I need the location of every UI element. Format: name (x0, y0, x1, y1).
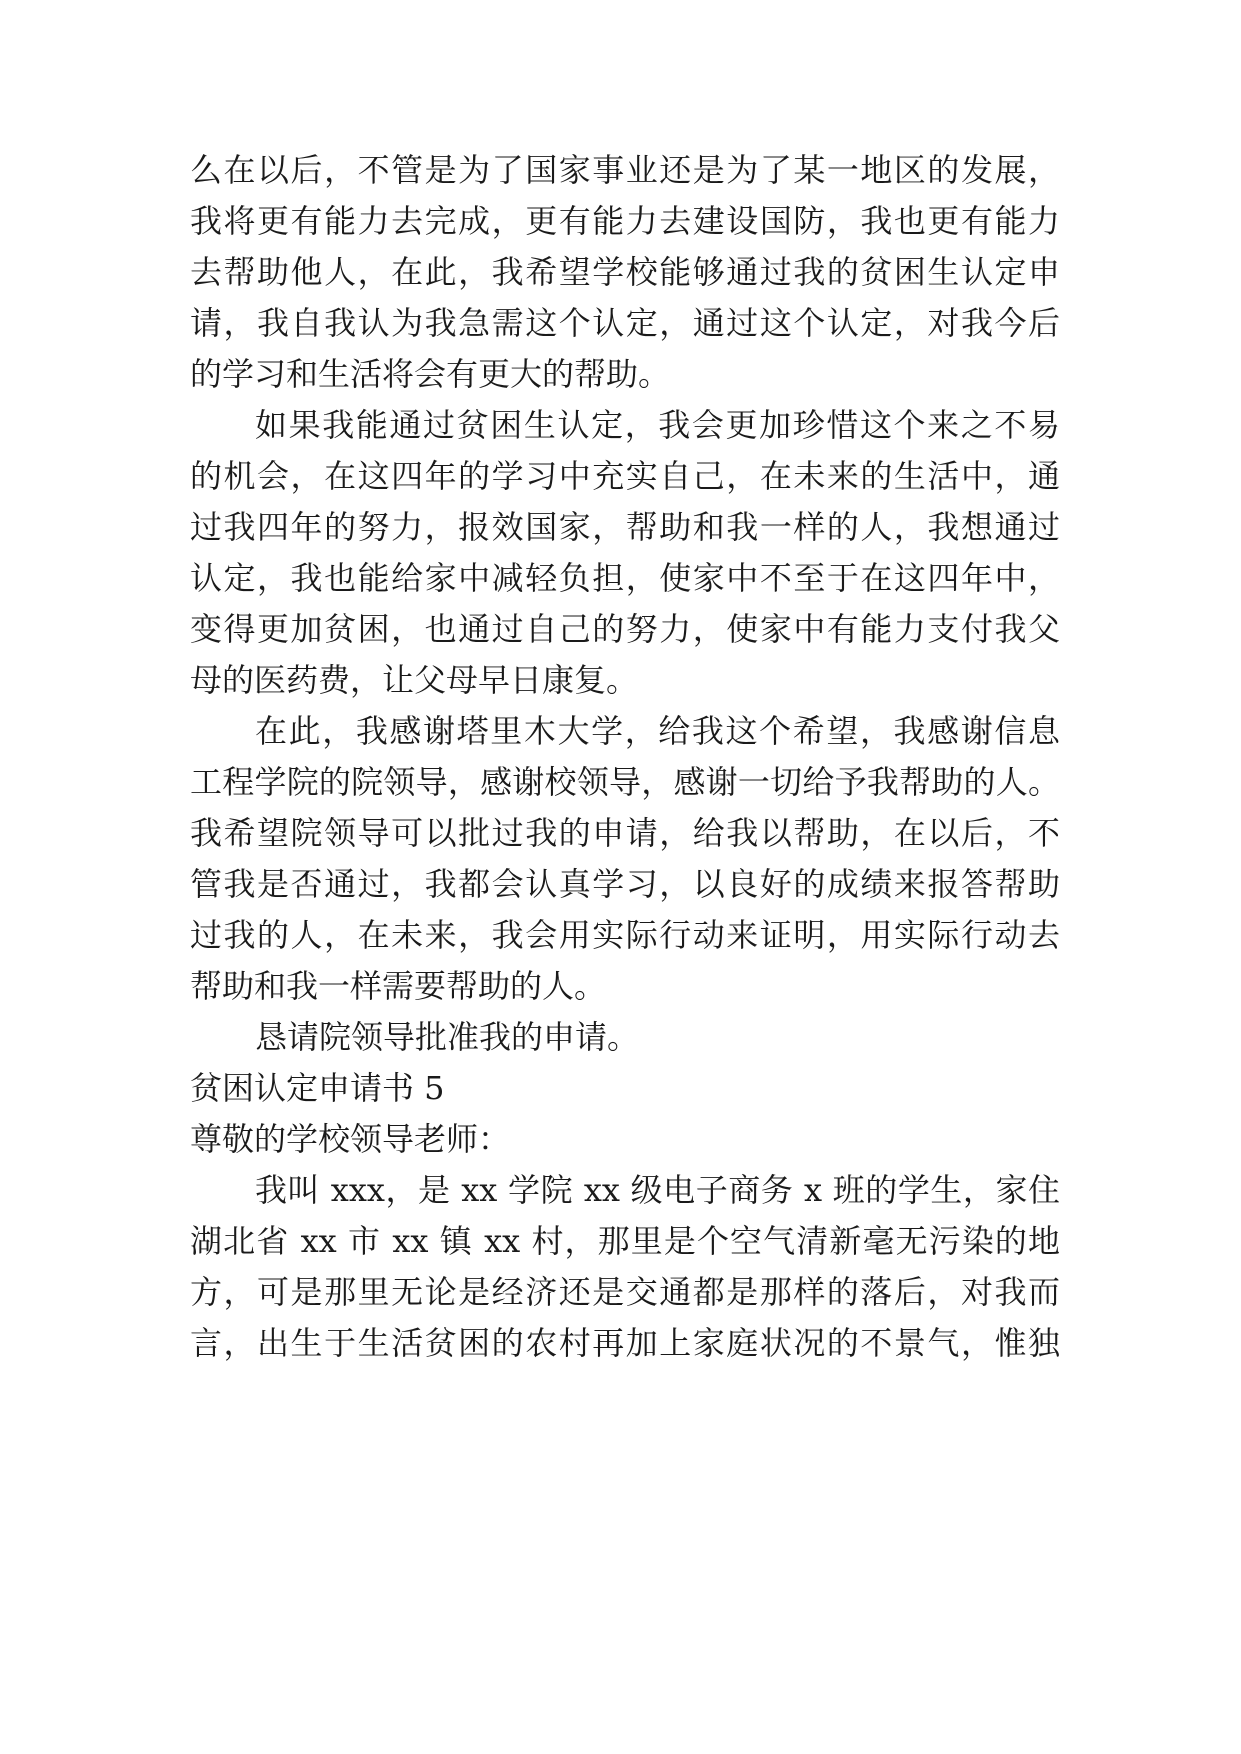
text-line: 的学习和生活将会有更大的帮助。 (190, 355, 671, 393)
paragraph-start-line: 我叫 xxx，是 xx 学院 xx 级电子商务 x 班的学生，家住 (255, 1171, 1060, 1209)
text-line: 么在以后，不管是为了国家事业还是为了某一地区的发展， (190, 151, 1060, 189)
text-line: 言，出生于生活贫困的农村再加上家庭状况的不景气，惟独 (190, 1324, 1060, 1362)
text-line: 认定，我也能给家中减轻负担，使家中不至于在这四年中， (190, 559, 1060, 597)
section-heading: 贫困认定申请书 5 (190, 1069, 445, 1107)
text-line: 请，我自我认为我急需这个认定，通过这个认定，对我今后 (190, 304, 1060, 342)
text-line: 湖北省 xx 市 xx 镇 xx 村，那里是个空气清新毫无污染的地 (190, 1222, 1060, 1260)
paragraph-start-line: 在此，我感谢塔里木大学，给我这个希望，我感谢信息 (255, 712, 1060, 750)
text-line: 工程学院的院领导，感谢校领导，感谢一切给予我帮助的人。 (190, 763, 1060, 801)
text-line: 我将更有能力去完成，更有能力去建设国防，我也更有能力 (190, 202, 1060, 240)
text-line: 过我的人，在未来，我会用实际行动来证明，用实际行动去 (190, 916, 1060, 954)
text-line: 的机会，在这四年的学习中充实自己，在未来的生活中，通 (190, 457, 1060, 495)
paragraph-start-line: 恳请院领导批准我的申请。 (255, 1018, 640, 1056)
text-line: 过我四年的努力，报效国家，帮助和我一样的人，我想通过 (190, 508, 1060, 546)
text-line: 母的医药费，让父母早日康复。 (190, 661, 639, 699)
salutation: 尊敬的学校领导老师： (190, 1120, 511, 1158)
text-line: 方，可是那里无论是经济还是交通都是那样的落后，对我而 (190, 1273, 1060, 1311)
text-line: 我希望院领导可以批过我的申请，给我以帮助，在以后，不 (190, 814, 1060, 852)
text-line: 帮助和我一样需要帮助的人。 (190, 967, 607, 1005)
text-line: 去帮助他人，在此，我希望学校能够通过我的贫困生认定申 (190, 253, 1060, 291)
paragraph-start-line: 如果我能通过贫困生认定，我会更加珍惜这个来之不易 (255, 406, 1060, 444)
text-line: 管我是否通过，我都会认真学习，以良好的成绩来报答帮助 (190, 865, 1060, 903)
text-line: 变得更加贫困，也通过自己的努力，使家中有能力支付我父 (190, 610, 1060, 648)
